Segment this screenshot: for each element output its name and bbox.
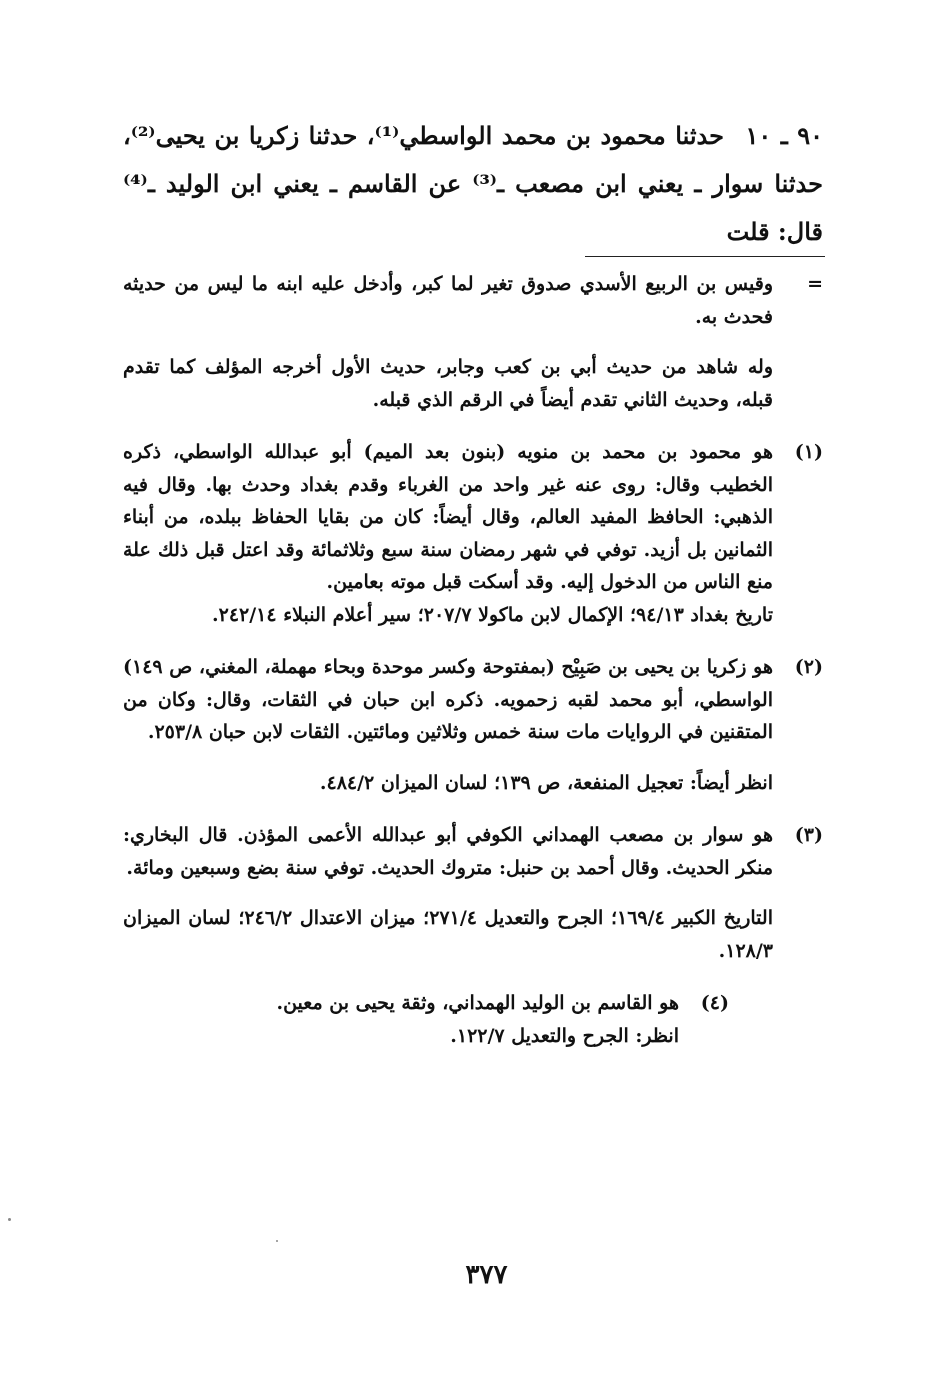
hadith-text-line1: حدثنا محمود بن محمد الواسطي⁽¹⁾، حدثنا زكريا بن يحيى⁽²⁾، bbox=[123, 121, 724, 150]
hadith-main-text bbox=[123, 112, 823, 256]
footnote-4 bbox=[123, 987, 729, 1052]
scan-speck bbox=[276, 1240, 278, 1242]
hadith-text-line2: حدثنا سوار ـ يعني ابن مصعب ـ⁽³⁾ عن القاسم ـ يعني ابن الوليد ـ⁽⁴⁾ قال: قلت bbox=[123, 169, 823, 246]
footnote-3-para1: هو سوار بن مصعب الهمداني الكوفي أبو عبدالله الأعمى المؤذن. قال البخاري: منكر الحديث. وقال أحمد بن حنبل: متروك الحديث. توفي سنة بضع وسبعين ومائة. bbox=[123, 824, 773, 879]
footnote-1-mark: (١) bbox=[794, 441, 823, 463]
footnote-1 bbox=[123, 436, 823, 631]
footnote-2-para1: هو زكريا بن يحيى بن صَبِيْح (بمفتوحة وكسر موحدة وبحاء مهملة، المغني، ص ١٤٩) الواسطي، أبو محمد لقبه زحمويه. ذكره ابن حبان في الثقات، وقال: وكان من المتقنين في الروايات مات سنة خمس وثلاثين ومائتين. الثقات لابن حبان ٢٥٣/٨. bbox=[123, 656, 773, 743]
footnote-4-mark: (٤) bbox=[700, 992, 729, 1014]
continuation-para2: وله شاهد من حديث أبي بن كعب وجابر، حديث الأول أخرجه المؤلف كما تقدم قبله، وحديث الثاني تقدم أيضاً في الرقم الذي قبله. bbox=[123, 356, 773, 411]
footnote-1-para1: هو محمود بن محمد بن منويه (بنون بعد الميم) أبو عبدالله الواسطي، ذكره الخطيب وقال: روى عنه غير واحد من الغرباء وقدم بغداد وحدث بها. وقال فيه الذهبي: الحافظ المفيد العالم، وقال أيضاً: كان من بقايا الحفاظ ببلده، من أبناء الثمانين بل أزيد. توفي في شهر رمضان سنة سبع وثلاثمائة وقد اعتل قبل ذلك علة منع الناس من الدخول إليه. وقد أسكت قبل موته بعامين. bbox=[123, 441, 773, 593]
footnote-1-para2: تاريخ بغداد ٩٤/١٣؛ الإكمال لابن ماكولا ٢٠٧/٧؛ سير أعلام النبلاء ٢٤٢/١٤. bbox=[212, 603, 773, 626]
footnote-separator bbox=[585, 256, 825, 257]
footnotes-section bbox=[123, 268, 823, 1072]
continuation-para1: وقيس بن الربيع الأسدي صدوق تغير لما كبر، وأدخل عليه ابنه ما ليس من حديثه فحدث به. bbox=[123, 273, 773, 328]
footnote-4-para1: هو القاسم بن الوليد الهمداني، وثقة يحيى بن معين. bbox=[276, 992, 679, 1014]
scan-speck bbox=[8, 1218, 11, 1221]
footnote-2-para2: انظر أيضاً: تعجيل المنفعة، ص ١٣٩؛ لسان الميزان ٤٨٤/٢. bbox=[319, 771, 773, 794]
hadith-number: ٩٠ ـ ١٠ bbox=[745, 121, 824, 150]
footnote-4-para2: انظر: الجرح والتعديل ١٢٢/٧. bbox=[450, 1024, 679, 1047]
footnote-3-para2: التاريخ الكبير ١٦٩/٤؛ الجرح والتعديل ٢٧١/٤؛ ميزان الاعتدال ٢٤٦/٢؛ لسان الميزان ١٢٨/٣. bbox=[123, 907, 773, 962]
continuation-mark: = bbox=[807, 273, 823, 295]
footnote-3 bbox=[123, 819, 823, 967]
footnote-2 bbox=[123, 651, 823, 799]
footnote-continuation bbox=[123, 268, 823, 416]
footnote-3-mark: (٣) bbox=[794, 824, 823, 846]
footnote-2-mark: (٢) bbox=[794, 656, 823, 678]
page-number: ٣٧٧ bbox=[465, 1260, 508, 1290]
